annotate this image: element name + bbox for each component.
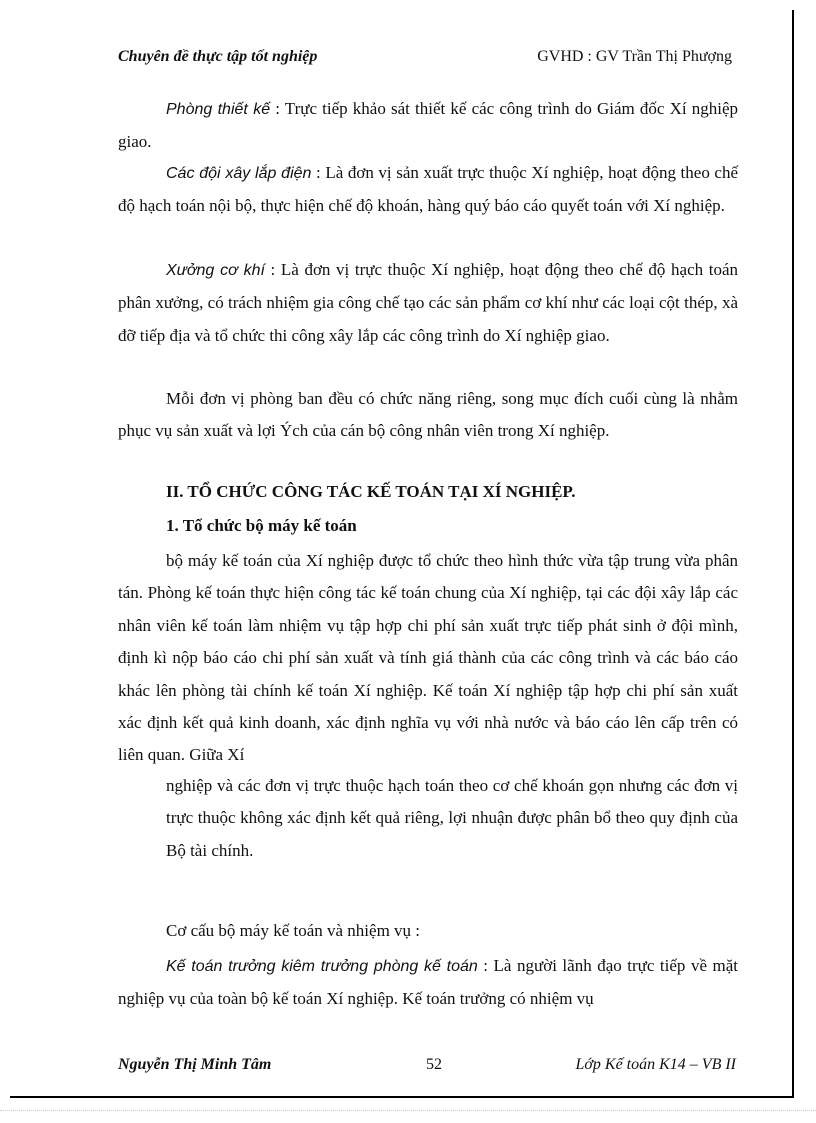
paragraph-text: Mỗi đơn vị phòng ban đều có chức năng riêng, song mục đích cuối cùng là nhằm phục vụ sản xuất và lợi Ých của cán bộ công nhân viên trong Xí nghiệp. — [118, 389, 738, 441]
paragraph-chief-accountant — [118, 950, 738, 1016]
paragraph-electrical-teams — [118, 157, 738, 223]
paragraph-label: Kế toán trưởng kiêm trưởng phòng kế toán — [166, 958, 478, 975]
paragraph-text: : Là đơn vị sản xuất trực thuộc Xí nghiệp, hoạt động theo chế độ hạch toán nội bộ, thực hiện chế độ khoán, hàng quý báo cáo quyết toán với Xí nghiệp. — [118, 163, 738, 216]
header-advisor: GVHD : GV Trần Thị Phượng — [537, 48, 732, 65]
frame-right-border — [792, 10, 794, 1098]
header-title: Chuyên đề thực tập tốt nghiệp — [118, 48, 318, 65]
section-heading: II. TỔ CHỨC CÔNG TÁC KẾ TOÁN TẠI XÍ NGHIỆP. — [166, 482, 576, 501]
paragraph-accounting-organization: bộ máy kế toán của Xí nghiệp được tổ chức theo hình thức vừa tập trung vừa phân tán. Phòng kế toán thực hiện công tác kế toán chung của Xí nghiệp, tại các đội xây lắp các nhân viên kế toán làm nhiệm vụ tập hợp chi phí sản xuất trực tiếp phát sinh ở đội mình, định kì nộp báo cáo chi phí sản xuất và tính giá thành của các công trình và các báo cáo khác lên phòng tài chính kế toán Xí nghiệp. Kế toán Xí nghiệp tập hợp chi phí sản xuất xác định kết quả kinh doanh, xác định nghĩa vụ với nhà nước và báo cáo lên cấp trên có liên quan. Giữa Xí — [118, 551, 738, 765]
paragraph-text: : Trực tiếp khảo sát thiết kế các công trình do Giám đốc Xí nghiệp giao. — [118, 99, 738, 152]
frame-bottom-border — [10, 1096, 794, 1098]
paragraph-design-dept — [118, 93, 738, 159]
paragraph-text: : Là người lãnh đạo trực tiếp về mặt nghiệp vụ của toàn bộ kế toán Xí nghiệp. Kế toán trưởng có nhiệm vụ — [118, 956, 738, 1009]
paragraph-mechanical-workshop — [118, 254, 738, 352]
paragraph-text: : Là đơn vị trực thuộc Xí nghiệp, hoạt động theo chế độ hạch toán phân xưởng, có trách nhiệm gia công chế tạo các sản phẩm cơ khí như các loại cột thép, xà đỡ tiếp địa và tổ chức thi công xây lắp các công trình do Xí nghiệp giao. — [118, 260, 738, 345]
subsection-heading: 1. Tổ chức bộ máy kế toán — [166, 516, 357, 535]
footer-class: Lớp Kế toán K14 – VB II — [575, 1056, 736, 1073]
footer-author: Nguyễn Thị Minh Tâm — [118, 1056, 272, 1073]
structure-intro: Cơ cấu bộ máy kế toán và nhiệm vụ : — [166, 921, 421, 940]
page-edge-dotted — [0, 1110, 816, 1111]
page-number: 52 — [426, 1056, 442, 1073]
paragraph-label: Các đội xây lắp điện — [166, 165, 312, 182]
paragraph-label: Phòng thiết kế — [166, 101, 271, 118]
paragraph-label: Xưởng cơ khí — [166, 262, 265, 279]
paragraph-accounting-continuation: nghiệp và các đơn vị trực thuộc hạch toán theo cơ chế khoán gọn nhưng các đơn vị trực thuộc không xác định kết quả riêng, lợi nhuận được phân bổ theo quy định của Bộ tài chính. — [166, 776, 738, 860]
paragraph-departments-summary — [118, 383, 738, 448]
